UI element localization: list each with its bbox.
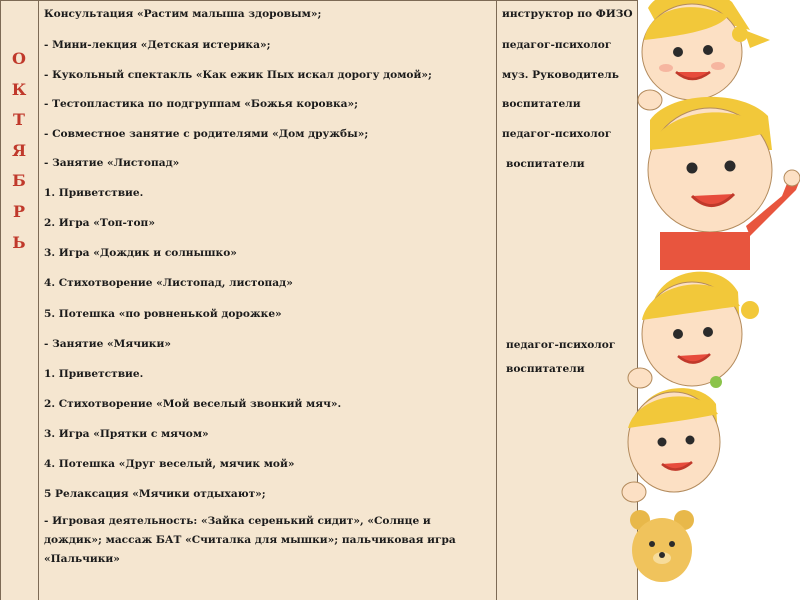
table-border-activity <box>496 0 497 600</box>
responsible-item: инструктор по ФИЗО <box>502 8 633 20</box>
table-border-month <box>38 0 39 600</box>
month-letter: Я <box>11 140 27 160</box>
activity-item: - Кукольный спектакль «Как ежик Пых искал дорогу домой»; <box>44 69 432 81</box>
activity-item: 4. Потешка «Друг веселый, мячик мой» <box>44 458 295 470</box>
month-letter: Р <box>12 201 26 221</box>
responsible-item: воспитатели <box>506 363 585 375</box>
responsible-item: педагог-психолог <box>502 39 612 51</box>
activity-item: 5. Потешка «по ровненькой дорожке» <box>44 308 282 320</box>
month-letter: Т <box>13 110 25 130</box>
kid-face-top <box>638 0 770 110</box>
responsible-item: педагог-психолог <box>506 339 616 351</box>
cartoon-kids-illustration <box>600 0 800 600</box>
table-top-border <box>0 0 638 1</box>
responsible-item: воспитатели <box>502 98 581 110</box>
activity-item: 3. Игра «Прятки с мячом» <box>44 428 209 440</box>
kid-face-fourth <box>622 388 720 502</box>
responsible-item: воспитатели <box>506 158 585 170</box>
month-column <box>0 44 38 258</box>
activity-item: - Занятие «Листопад» <box>44 157 180 169</box>
month-letter: Б <box>12 171 26 191</box>
kid-face-second <box>648 97 800 270</box>
activity-item: 5 Релаксация «Мячики отдыхают»; <box>44 488 266 500</box>
activity-item: 4. Стихотворение «Листопад, листопад» <box>44 277 293 289</box>
activity-item: Консультация «Растим малыша здоровым»; <box>44 8 322 20</box>
activity-item: - Мини-лекция «Детская истерика»; <box>44 39 271 51</box>
responsible-item: педагог-психолог <box>502 128 612 140</box>
kid-face-third <box>628 272 759 388</box>
activity-item: - Тестопластика по подгруппам «Божья коровка»; <box>44 98 359 110</box>
activity-item: 3. Игра «Дождик и солнышко» <box>44 247 237 259</box>
activity-item: 1. Приветствие. <box>44 368 144 380</box>
activity-item: - Игровая деятельность: «Зайка серенький сидит», «Солнце и дождик»; массаж БАТ «Считалка для мышки»; пальчиковая игра «Пальчики» <box>44 515 456 565</box>
month-letter: О <box>12 49 26 68</box>
teddy-bear-icon <box>630 510 694 582</box>
month-letter: К <box>11 79 27 99</box>
responsible-item: муз. Руководитель <box>502 69 619 81</box>
activity-item: 1. Приветствие. <box>44 187 144 199</box>
activity-item: - Занятие «Мячики» <box>44 338 171 350</box>
activity-item: 2. Игра «Топ-топ» <box>44 217 155 229</box>
activity-item: - Совместное занятие с родителями «Дом дружбы»; <box>44 128 369 140</box>
activity-item: 2. Стихотворение «Мой веселый звонкий мяч». <box>44 398 342 410</box>
month-letter: Ь <box>12 232 26 252</box>
